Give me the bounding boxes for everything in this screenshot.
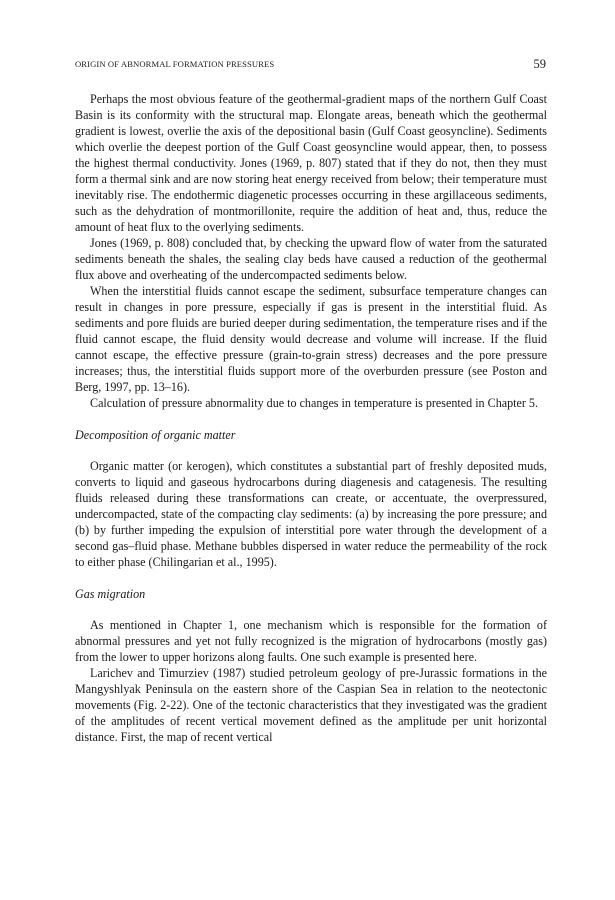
paragraph: Organic matter (or kerogen), which constitutes a substantial part of freshly deposited muds, converts to liquid and gaseous hydrocarbons during diagenesis and catagenesis. The resulting fluids released during these transformations can create, or accentuate, the overpressured, undercompacted, state of the compacting clay sediments: (a) by increasing the pore pressure; and (b) by further impeding the expulsion of interstitial pore water through the development of a second gas–fluid phase. Methane bubbles dispersed in water reduce the permeability of the rock to either phase (Chilingarian et al., 1995). [75, 459, 547, 569]
section-heading: Gas migration [75, 587, 146, 601]
running-header: ORIGIN OF ABNORMAL FORMATION PRESSURES [75, 59, 275, 69]
section-heading: Decomposition of organic matter [75, 428, 236, 442]
paragraph: Calculation of pressure abnormality due to changes in temperature is presented in Chapter 5. [90, 396, 539, 410]
paragraph: Larichev and Timurziev (1987) studied petroleum geology of pre-Jurassic formations in the Mangyshlyak Peninsula on the eastern shore of the Caspian Sea in relation to the neotectonic movements (Fig. 2-22). One of the tectonic characteristics that they investigated was the gradient of the amplitudes of recent vertical movement defined as the amplitude per unit horizontal distance. First, the map of recent vertical [75, 666, 547, 744]
paragraph: As mentioned in Chapter 1, one mechanism which is responsible for the formation of abnormal pressures and yet not fully recognized is the migration of hydrocarbons (mostly gas) from the lower to upper horizons along faults. One such example is presented here. [75, 618, 547, 664]
paragraph: Jones (1969, p. 808) concluded that, by checking the upward flow of water from the saturated sediments beneath the shales, the sealing clay beds have caused a reduction of the geothermal flux above and overheating of the undercompacted sediments below. [75, 236, 547, 282]
paragraph: Perhaps the most obvious feature of the geothermal-gradient maps of the northern Gulf Coast Basin is its conformity with the structural map. Elongate areas, beneath which the geothermal gradient is lowest, overlie the axis of the depositional basin (Gulf Coast geosyncline). Sediments which overlie the deepest portion of the Gulf Coast geosyncline would appear, then, to possess the highest thermal conductivity. Jones (1969, p. 807) stated that if they do not, then they must form a thermal sink and are now storing heat energy received from below; their temperature must inevitably rise. The endothermic diagenetic processes occurring in these argillaceous sediments, such as the dehydration of montmorillonite, require the addition of heat and, thus, reduce the amount of heat flux to the overlying sediments. [75, 92, 547, 234]
page-number: 59 [533, 57, 546, 71]
body-text [75, 91, 547, 745]
paragraph: When the interstitial fluids cannot escape the sediment, subsurface temperature changes can result in changes in pore pressure, especially if gas is present in the interstitial fluid. As sediments and pore fluids are buried deeper during sedimentation, the temperature rises and if the fluid cannot escape, the fluid density would decrease and volume will increase. If the fluid cannot escape, the effective pressure (grain-to-grain stress) decreases and the pore pressure increases; thus, the interstitial fluids support more of the overburden pressure (see Poston and Berg, 1997, pp. 13–16). [75, 284, 547, 394]
